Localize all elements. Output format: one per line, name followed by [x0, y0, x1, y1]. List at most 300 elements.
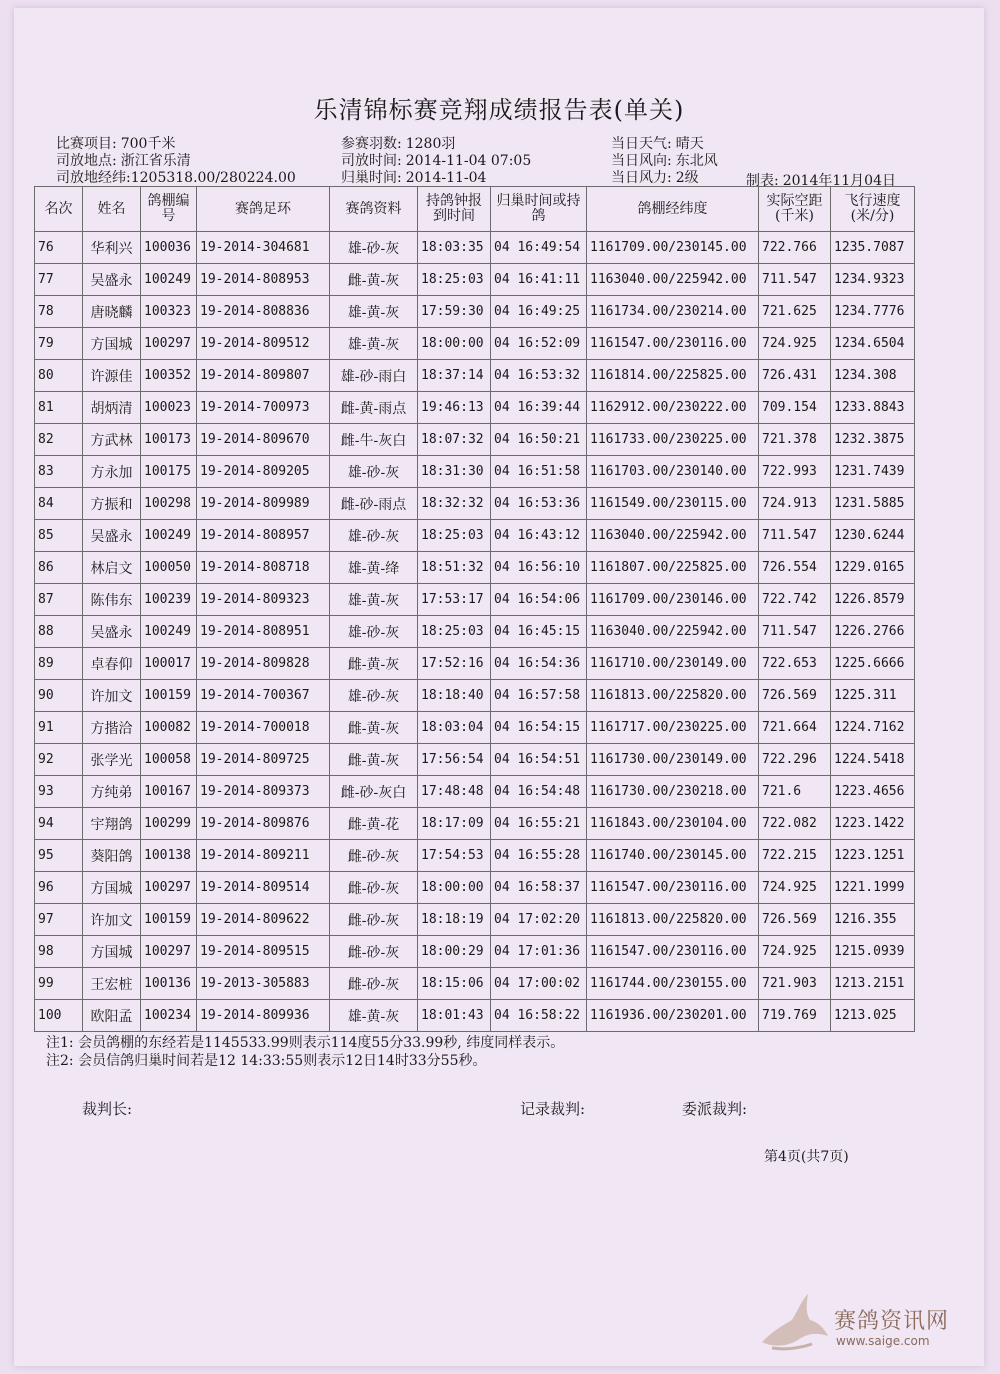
- cell-loft-id: 100297: [141, 936, 197, 968]
- cell-return-time: 04 16:54:36: [491, 648, 587, 680]
- cell-loft-id: 100082: [141, 712, 197, 744]
- cell-name: 许源佳: [83, 360, 141, 392]
- cell-rank: 78: [35, 296, 83, 328]
- cell-pigeon-info: 雄-砂-灰: [330, 680, 418, 712]
- cell-clock-time: 18:03:04: [418, 712, 491, 744]
- header-coords: 鸽棚经纬度: [587, 187, 759, 232]
- cell-speed: 1234.9323: [831, 264, 915, 296]
- cell-coords: 1161709.00/230146.00: [587, 584, 759, 616]
- cell-speed: 1213.2151: [831, 968, 915, 1000]
- cell-clock-time: 18:18:19: [418, 904, 491, 936]
- cell-ring: 19-2014-809205: [197, 456, 330, 488]
- cell-coords: 1161813.00/225820.00: [587, 904, 759, 936]
- cell-ring: 19-2014-809670: [197, 424, 330, 456]
- cell-return-time: 04 16:54:06: [491, 584, 587, 616]
- table-row: [35, 584, 915, 616]
- cell-ring: 19-2013-305883: [197, 968, 330, 1000]
- cell-clock-time: 18:07:32: [418, 424, 491, 456]
- header-rank: 名次: [35, 187, 83, 232]
- table-row: [35, 936, 915, 968]
- table-row: [35, 456, 915, 488]
- cell-ring: 19-2014-808951: [197, 616, 330, 648]
- cell-coords: 1163040.00/225942.00: [587, 616, 759, 648]
- cell-return-time: 04 17:02:20: [491, 904, 587, 936]
- cell-pigeon-info: 雄-砂-雨白: [330, 360, 418, 392]
- cell-distance: 721.625: [759, 296, 831, 328]
- cell-coords: 1161814.00/225825.00: [587, 360, 759, 392]
- cell-speed: 1224.5418: [831, 744, 915, 776]
- table-row: [35, 488, 915, 520]
- table-row: [35, 616, 915, 648]
- cell-return-time: 04 16:56:10: [491, 552, 587, 584]
- cell-distance: 722.742: [759, 584, 831, 616]
- cell-pigeon-info: 雄-黄-灰: [330, 296, 418, 328]
- header-clock-time: 持鸽钟报到时间: [418, 187, 491, 232]
- meta-item: 归巢时间: 2014-11-04: [341, 170, 487, 186]
- cell-name: 林启文: [83, 552, 141, 584]
- cell-speed: 1225.311: [831, 680, 915, 712]
- cell-loft-id: 100159: [141, 904, 197, 936]
- cell-speed: 1230.6244: [831, 520, 915, 552]
- header-loft-id: 鸽棚编号: [141, 187, 197, 232]
- cell-loft-id: 100297: [141, 328, 197, 360]
- chief-judge-signature: 裁判长:: [82, 1100, 133, 1118]
- cell-ring: 19-2014-304681: [197, 232, 330, 264]
- watermark-url: www.saige.com: [836, 1334, 930, 1348]
- cell-clock-time: 18:25:03: [418, 616, 491, 648]
- cell-pigeon-info: 雌-砂-灰: [330, 968, 418, 1000]
- cell-loft-id: 100173: [141, 424, 197, 456]
- cell-distance: 719.769: [759, 1000, 831, 1032]
- meta-item: 司放地经纬:1205318.00/280224.00: [56, 170, 296, 186]
- cell-coords: 1161549.00/230115.00: [587, 488, 759, 520]
- cell-ring: 19-2014-809807: [197, 360, 330, 392]
- cell-coords: 1161710.00/230149.00: [587, 648, 759, 680]
- cell-coords: 1161843.00/230104.00: [587, 808, 759, 840]
- cell-return-time: 04 16:52:09: [491, 328, 587, 360]
- table-row: [35, 808, 915, 840]
- cell-clock-time: 18:00:29: [418, 936, 491, 968]
- cell-return-time: 04 16:55:28: [491, 840, 587, 872]
- cell-name: 许加文: [83, 680, 141, 712]
- cell-ring: 19-2014-700973: [197, 392, 330, 424]
- cell-ring: 19-2014-809515: [197, 936, 330, 968]
- results-table: [34, 186, 915, 1032]
- page-number: 第4页(共7页): [764, 1149, 849, 1165]
- cell-pigeon-info: 雌-黄-灰: [330, 712, 418, 744]
- cell-clock-time: 18:01:43: [418, 1000, 491, 1032]
- header-pigeon-info: 赛鸽资料: [330, 187, 418, 232]
- cell-pigeon-info: 雌-砂-灰白: [330, 776, 418, 808]
- cell-return-time: 04 16:55:21: [491, 808, 587, 840]
- cell-pigeon-info: 雌-黄-花: [330, 808, 418, 840]
- header-speed: 飞行速度(米/分): [831, 187, 915, 232]
- header-return-time: 归巢时间或持鸽: [491, 187, 587, 232]
- cell-name: 方国城: [83, 872, 141, 904]
- cell-return-time: 04 16:49:54: [491, 232, 587, 264]
- cell-return-time: 04 16:57:58: [491, 680, 587, 712]
- cell-pigeon-info: 雄-黄-绛: [330, 552, 418, 584]
- cell-speed: 1223.1422: [831, 808, 915, 840]
- cell-rank: 77: [35, 264, 83, 296]
- cell-speed: 1235.7087: [831, 232, 915, 264]
- cell-clock-time: 17:54:53: [418, 840, 491, 872]
- meta-item: 司放地点: 浙江省乐清: [56, 153, 191, 169]
- cell-pigeon-info: 雌-牛-灰白: [330, 424, 418, 456]
- meta-item: 参赛羽数: 1280羽: [341, 136, 456, 152]
- cell-speed: 1226.8579: [831, 584, 915, 616]
- cell-coords: 1161717.00/230225.00: [587, 712, 759, 744]
- cell-coords: 1161547.00/230116.00: [587, 936, 759, 968]
- cell-speed: 1231.7439: [831, 456, 915, 488]
- notes: [46, 1034, 564, 1070]
- cell-coords: 1163040.00/225942.00: [587, 264, 759, 296]
- cell-clock-time: 18:25:03: [418, 264, 491, 296]
- cell-loft-id: 100323: [141, 296, 197, 328]
- cell-speed: 1224.7162: [831, 712, 915, 744]
- table-body: [35, 232, 915, 1032]
- cell-ring: 19-2014-808718: [197, 552, 330, 584]
- cell-clock-time: 17:56:54: [418, 744, 491, 776]
- cell-pigeon-info: 雌-黄-灰: [330, 264, 418, 296]
- meta-column-2: [341, 136, 531, 187]
- meta-item: 当日风力: 2级: [611, 170, 699, 186]
- cell-name: 张学光: [83, 744, 141, 776]
- cell-pigeon-info: 雌-黄-灰: [330, 648, 418, 680]
- cell-ring: 19-2014-809876: [197, 808, 330, 840]
- cell-rank: 89: [35, 648, 83, 680]
- report-title: 乐清锦标赛竞翔成绩报告表(单关): [313, 96, 685, 124]
- cell-loft-id: 100138: [141, 840, 197, 872]
- cell-pigeon-info: 雌-砂-雨点: [330, 488, 418, 520]
- cell-loft-id: 100249: [141, 264, 197, 296]
- table-row: [35, 392, 915, 424]
- cell-loft-id: 100023: [141, 392, 197, 424]
- cell-rank: 90: [35, 680, 83, 712]
- cell-name: 方永加: [83, 456, 141, 488]
- cell-rank: 97: [35, 904, 83, 936]
- cell-loft-id: 100167: [141, 776, 197, 808]
- cell-rank: 93: [35, 776, 83, 808]
- meta-item: 当日风向: 东北风: [611, 153, 718, 169]
- cell-coords: 1161936.00/230201.00: [587, 1000, 759, 1032]
- cell-rank: 87: [35, 584, 83, 616]
- cell-ring: 19-2014-809828: [197, 648, 330, 680]
- header-name: 姓名: [83, 187, 141, 232]
- recorder-judge-signature: 记录裁判:: [520, 1100, 586, 1118]
- cell-pigeon-info: 雌-砂-灰: [330, 904, 418, 936]
- cell-distance: 722.082: [759, 808, 831, 840]
- cell-pigeon-info: 雌-黄-灰: [330, 744, 418, 776]
- cell-name: 宇翔鸽: [83, 808, 141, 840]
- cell-pigeon-info: 雄-黄-灰: [330, 328, 418, 360]
- table-row: [35, 1000, 915, 1032]
- cell-pigeon-info: 雄-砂-灰: [330, 616, 418, 648]
- cell-name: 唐晓麟: [83, 296, 141, 328]
- table-row: [35, 424, 915, 456]
- cell-rank: 98: [35, 936, 83, 968]
- cell-speed: 1215.0939: [831, 936, 915, 968]
- cell-clock-time: 18:00:00: [418, 328, 491, 360]
- cell-speed: 1229.0165: [831, 552, 915, 584]
- cell-clock-time: 18:31:30: [418, 456, 491, 488]
- cell-clock-time: 19:46:13: [418, 392, 491, 424]
- table-row: [35, 264, 915, 296]
- cell-loft-id: 100298: [141, 488, 197, 520]
- cell-ring: 19-2014-700018: [197, 712, 330, 744]
- cell-speed: 1233.8843: [831, 392, 915, 424]
- cell-return-time: 04 16:49:25: [491, 296, 587, 328]
- cell-speed: 1226.2766: [831, 616, 915, 648]
- cell-speed: 1234.6504: [831, 328, 915, 360]
- table-row: [35, 648, 915, 680]
- cell-rank: 99: [35, 968, 83, 1000]
- cell-clock-time: 18:32:32: [418, 488, 491, 520]
- cell-name: 胡炳清: [83, 392, 141, 424]
- cell-return-time: 04 16:54:48: [491, 776, 587, 808]
- cell-ring: 19-2014-809622: [197, 904, 330, 936]
- cell-name: 方武林: [83, 424, 141, 456]
- cell-loft-id: 100017: [141, 648, 197, 680]
- cell-pigeon-info: 雌-砂-灰: [330, 872, 418, 904]
- cell-coords: 1161703.00/230140.00: [587, 456, 759, 488]
- cell-rank: 92: [35, 744, 83, 776]
- note-2: 注2: 会员信鸽归巢时间若是12 14:33:55则表示12日14时33分55秒。: [46, 1053, 487, 1069]
- cell-pigeon-info: 雌-砂-灰: [330, 936, 418, 968]
- cell-clock-time: 17:48:48: [418, 776, 491, 808]
- cell-distance: 722.653: [759, 648, 831, 680]
- cell-return-time: 04 16:51:58: [491, 456, 587, 488]
- cell-coords: 1162912.00/230222.00: [587, 392, 759, 424]
- cell-distance: 722.766: [759, 232, 831, 264]
- cell-speed: 1213.025: [831, 1000, 915, 1032]
- cell-speed: 1234.308: [831, 360, 915, 392]
- cell-coords: 1161813.00/225820.00: [587, 680, 759, 712]
- cell-pigeon-info: 雄-黄-灰: [330, 584, 418, 616]
- cell-coords: 1161734.00/230214.00: [587, 296, 759, 328]
- cell-loft-id: 100299: [141, 808, 197, 840]
- cell-ring: 19-2014-808957: [197, 520, 330, 552]
- cell-distance: 726.569: [759, 680, 831, 712]
- table-row: [35, 776, 915, 808]
- cell-pigeon-info: 雄-砂-灰: [330, 232, 418, 264]
- cell-speed: 1223.1251: [831, 840, 915, 872]
- table-row: [35, 232, 915, 264]
- table-row: [35, 296, 915, 328]
- cell-name: 方振和: [83, 488, 141, 520]
- cell-rank: 76: [35, 232, 83, 264]
- meta-item: 当日天气: 晴天: [611, 136, 704, 152]
- meta-column-1: [56, 136, 296, 187]
- cell-return-time: 04 16:41:11: [491, 264, 587, 296]
- cell-loft-id: 100239: [141, 584, 197, 616]
- made-by-date: 制表: 2014年11月04日: [746, 173, 896, 189]
- cell-rank: 80: [35, 360, 83, 392]
- pigeon-logo-icon: [752, 1290, 832, 1356]
- cell-loft-id: 100234: [141, 1000, 197, 1032]
- cell-return-time: 04 16:54:15: [491, 712, 587, 744]
- watermark-logo: [752, 1290, 962, 1360]
- cell-clock-time: 18:00:00: [418, 872, 491, 904]
- cell-loft-id: 100159: [141, 680, 197, 712]
- cell-loft-id: 100297: [141, 872, 197, 904]
- cell-distance: 721.378: [759, 424, 831, 456]
- cell-speed: 1221.1999: [831, 872, 915, 904]
- cell-loft-id: 100352: [141, 360, 197, 392]
- cell-rank: 81: [35, 392, 83, 424]
- header-ring: 赛鸽足环: [197, 187, 330, 232]
- cell-coords: 1161547.00/230116.00: [587, 328, 759, 360]
- table-row: [35, 520, 915, 552]
- cell-ring: 19-2014-808953: [197, 264, 330, 296]
- cell-distance: 721.6: [759, 776, 831, 808]
- cell-loft-id: 100058: [141, 744, 197, 776]
- cell-speed: 1223.4656: [831, 776, 915, 808]
- cell-distance: 709.154: [759, 392, 831, 424]
- cell-clock-time: 18:03:35: [418, 232, 491, 264]
- cell-distance: 726.554: [759, 552, 831, 584]
- cell-name: 方国城: [83, 936, 141, 968]
- cell-rank: 91: [35, 712, 83, 744]
- cell-distance: 722.993: [759, 456, 831, 488]
- cell-name: 华利兴: [83, 232, 141, 264]
- cell-distance: 721.903: [759, 968, 831, 1000]
- cell-distance: 726.431: [759, 360, 831, 392]
- cell-speed: 1225.6666: [831, 648, 915, 680]
- table-row: [35, 552, 915, 584]
- cell-ring: 19-2014-809323: [197, 584, 330, 616]
- cell-return-time: 04 16:53:32: [491, 360, 587, 392]
- meta-column-3: [611, 136, 718, 187]
- cell-ring: 19-2014-809512: [197, 328, 330, 360]
- cell-clock-time: 17:53:17: [418, 584, 491, 616]
- cell-clock-time: 18:18:40: [418, 680, 491, 712]
- cell-pigeon-info: 雄-砂-灰: [330, 520, 418, 552]
- cell-coords: 1161730.00/230149.00: [587, 744, 759, 776]
- cell-clock-time: 17:52:16: [418, 648, 491, 680]
- cell-name: 方揩洽: [83, 712, 141, 744]
- cell-pigeon-info: 雄-黄-灰: [330, 1000, 418, 1032]
- cell-ring: 19-2014-809725: [197, 744, 330, 776]
- cell-loft-id: 100050: [141, 552, 197, 584]
- cell-return-time: 04 17:00:02: [491, 968, 587, 1000]
- watermark-name: 赛鸽资讯网: [834, 1309, 950, 1334]
- cell-distance: 724.925: [759, 936, 831, 968]
- cell-rank: 96: [35, 872, 83, 904]
- cell-ring: 19-2014-808836: [197, 296, 330, 328]
- cell-name: 许加文: [83, 904, 141, 936]
- cell-name: 吴盛永: [83, 264, 141, 296]
- table-row: [35, 904, 915, 936]
- cell-clock-time: 18:37:14: [418, 360, 491, 392]
- cell-pigeon-info: 雌-砂-灰: [330, 840, 418, 872]
- cell-ring: 19-2014-809936: [197, 1000, 330, 1032]
- table-row: [35, 872, 915, 904]
- meta-item: 司放时间: 2014-11-04 07:05: [341, 153, 532, 169]
- table-row: [35, 968, 915, 1000]
- cell-coords: 1163040.00/225942.00: [587, 520, 759, 552]
- cell-return-time: 04 16:53:36: [491, 488, 587, 520]
- cell-pigeon-info: 雌-黄-雨点: [330, 392, 418, 424]
- cell-distance: 726.569: [759, 904, 831, 936]
- cell-distance: 711.547: [759, 616, 831, 648]
- cell-speed: 1216.355: [831, 904, 915, 936]
- table-header-row: [35, 187, 915, 232]
- table-row: [35, 328, 915, 360]
- cell-clock-time: 17:59:30: [418, 296, 491, 328]
- cell-return-time: 04 16:54:51: [491, 744, 587, 776]
- table-row: [35, 360, 915, 392]
- cell-ring: 19-2014-809373: [197, 776, 330, 808]
- cell-return-time: 04 17:01:36: [491, 936, 587, 968]
- cell-ring: 19-2014-809989: [197, 488, 330, 520]
- table-row: [35, 712, 915, 744]
- cell-return-time: 04 16:45:15: [491, 616, 587, 648]
- cell-rank: 84: [35, 488, 83, 520]
- cell-return-time: 04 16:50:21: [491, 424, 587, 456]
- cell-distance: 724.925: [759, 872, 831, 904]
- cell-name: 方纯弟: [83, 776, 141, 808]
- cell-speed: 1231.5885: [831, 488, 915, 520]
- cell-return-time: 04 16:43:12: [491, 520, 587, 552]
- cell-rank: 82: [35, 424, 83, 456]
- cell-rank: 85: [35, 520, 83, 552]
- cell-coords: 1161709.00/230145.00: [587, 232, 759, 264]
- cell-coords: 1161730.00/230218.00: [587, 776, 759, 808]
- cell-coords: 1161740.00/230145.00: [587, 840, 759, 872]
- cell-clock-time: 18:15:06: [418, 968, 491, 1000]
- cell-distance: 722.215: [759, 840, 831, 872]
- cell-clock-time: 18:25:03: [418, 520, 491, 552]
- cell-rank: 95: [35, 840, 83, 872]
- cell-rank: 94: [35, 808, 83, 840]
- cell-clock-time: 18:17:09: [418, 808, 491, 840]
- cell-rank: 79: [35, 328, 83, 360]
- cell-distance: 711.547: [759, 264, 831, 296]
- cell-distance: 722.296: [759, 744, 831, 776]
- cell-rank: 100: [35, 1000, 83, 1032]
- cell-name: 王宏桩: [83, 968, 141, 1000]
- cell-loft-id: 100175: [141, 456, 197, 488]
- cell-loft-id: 100036: [141, 232, 197, 264]
- cell-rank: 88: [35, 616, 83, 648]
- cell-ring: 19-2014-809211: [197, 840, 330, 872]
- cell-return-time: 04 16:58:22: [491, 1000, 587, 1032]
- cell-loft-id: 100249: [141, 520, 197, 552]
- cell-speed: 1232.3875: [831, 424, 915, 456]
- cell-name: 陈伟东: [83, 584, 141, 616]
- cell-name: 葵阳鸽: [83, 840, 141, 872]
- meta-item: 比赛项目: 700千米: [56, 136, 176, 152]
- cell-coords: 1161807.00/225825.00: [587, 552, 759, 584]
- cell-return-time: 04 16:39:44: [491, 392, 587, 424]
- cell-return-time: 04 16:58:37: [491, 872, 587, 904]
- cell-distance: 724.913: [759, 488, 831, 520]
- cell-clock-time: 18:51:32: [418, 552, 491, 584]
- cell-name: 吴盛永: [83, 520, 141, 552]
- cell-coords: 1161733.00/230225.00: [587, 424, 759, 456]
- cell-ring: 19-2014-700367: [197, 680, 330, 712]
- table-row: [35, 744, 915, 776]
- cell-distance: 711.547: [759, 520, 831, 552]
- cell-distance: 724.925: [759, 328, 831, 360]
- cell-name: 卓春仰: [83, 648, 141, 680]
- cell-speed: 1234.7776: [831, 296, 915, 328]
- table-row: [35, 680, 915, 712]
- cell-coords: 1161547.00/230116.00: [587, 872, 759, 904]
- header-distance: 实际空距(千米): [759, 187, 831, 232]
- cell-name: 欧阳孟: [83, 1000, 141, 1032]
